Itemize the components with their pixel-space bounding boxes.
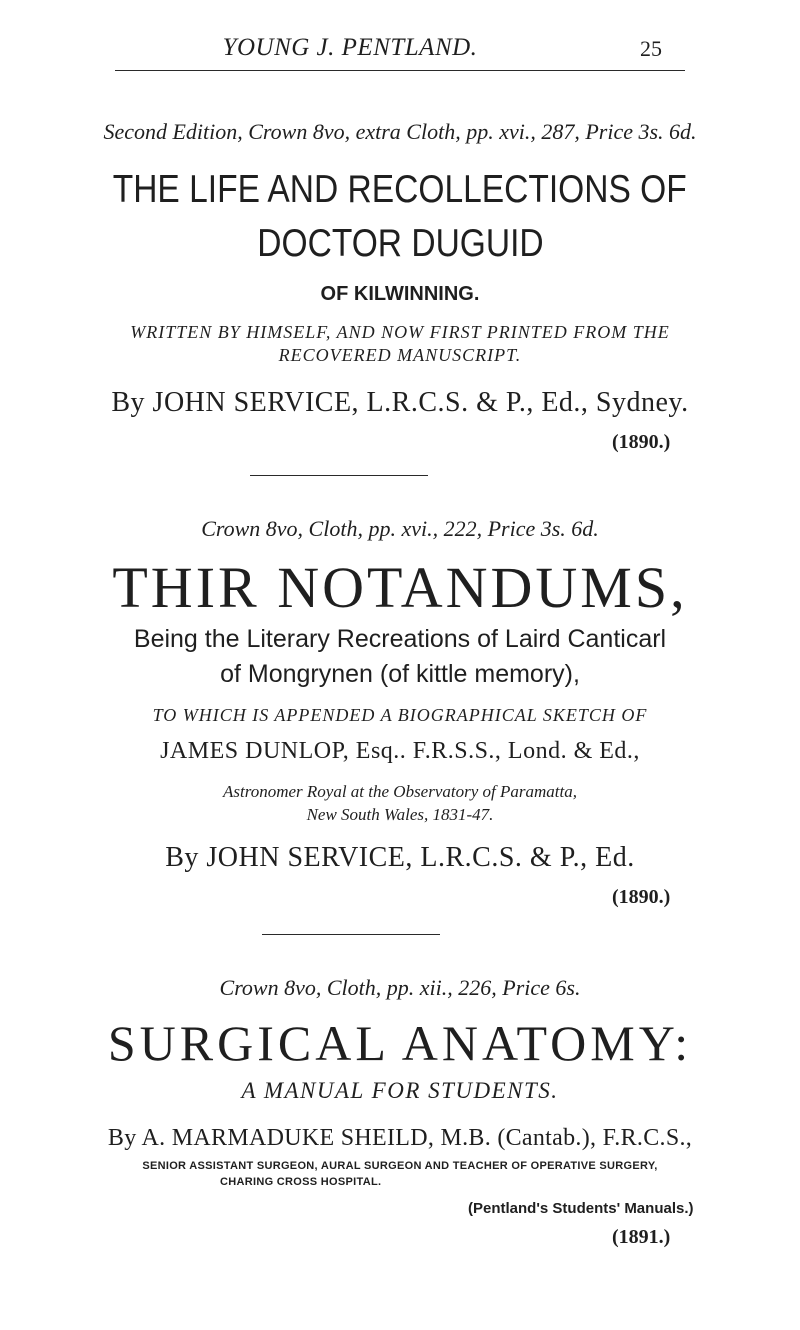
running-title: YOUNG J. PENTLAND. [222,34,478,61]
book2-title: THIR NOTANDUMS, [112,555,688,620]
book1-edition-line: Second Edition, Crown 8vo, extra Cloth, pp. xvi., 287, Price 3s. 6d. [103,119,697,144]
divider-2 [262,934,440,935]
book1-note-line2: RECOVERED MANUSCRIPT. [278,345,522,365]
book3-year: (1891.) [612,1226,671,1248]
book2-subtitle-line1: Being the Literary Recreations of Laird Canticarl [133,625,667,653]
page-number: 25 [640,36,662,61]
book1-year: (1890.) [612,431,671,453]
book3-position-line2: CHARING CROSS HOSPITAL. [220,1176,382,1188]
book3-author: By A. MARMADUKE SHEILD, M.B. (Cantab.), F.R.C.S., [107,1125,693,1151]
book3-position-line1: SENIOR ASSISTANT SURGEON, AURAL SURGEON AND TEACHER OF OPERATIVE SURGERY, [142,1160,658,1172]
book1-subtitle: OF KILWINNING. [320,283,480,305]
book2-subject-note-line2: New South Wales, 1831-47. [306,805,494,824]
running-header [0,0,800,70]
book1-title-line2 [0,222,800,266]
book1-note-line1: WRITTEN BY HIMSELF, AND NOW FIRST PRINTED FROM THE [130,322,670,342]
book2-edition-line: Crown 8vo, Cloth, pp. xvi., 222, Price 3s. 6d. [201,516,599,541]
book3-series: (Pentland's Students' Manuals.) [468,1200,694,1217]
book1-author: By JOHN SERVICE, L.R.C.S. & P., Ed., Sydney. [111,387,689,418]
divider-1 [250,475,428,476]
book2-subtitle-line2: of Mongrynen (of kittle memory), [220,660,580,688]
book3-title: SURGICAL ANATOMY: [107,1015,693,1071]
book2-appended: TO WHICH IS APPENDED A BIOGRAPHICAL SKETCH OF [152,705,648,725]
book3-subtitle: A MANUAL FOR STUDENTS. [241,1078,559,1103]
book2-author: By JOHN SERVICE, L.R.C.S. & P., Ed. [165,842,635,873]
book1-title-line2-text: DOCTOR DUGUID [256,222,544,265]
book2-subject: JAMES DUNLOP, Esq.. F.R.S.S., Lond. & Ed., [160,738,640,764]
header-rule [115,70,685,71]
book3-edition-line: Crown 8vo, Cloth, pp. xii., 226, Price 6s. [219,975,581,1000]
book1-title-line1-text: THE LIFE AND RECOLLECTIONS OF [112,168,688,211]
book1-title-line1 [0,168,800,212]
book2-subject-note-line1: Astronomer Royal at the Observatory of Paramatta, [223,782,577,801]
book2-year: (1890.) [612,886,671,908]
